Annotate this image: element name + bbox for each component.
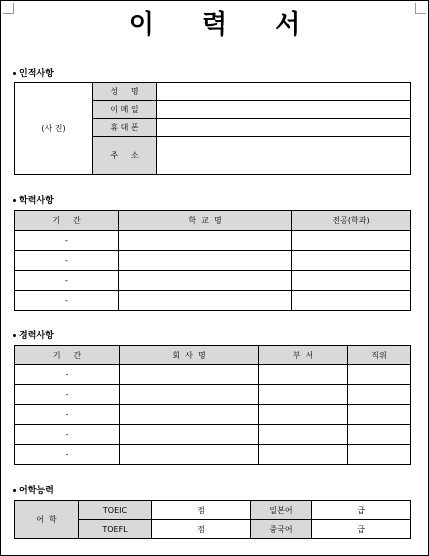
period-cell[interactable]: - bbox=[15, 425, 120, 445]
toeic-score-cell[interactable]: 점 bbox=[152, 501, 251, 520]
section-heading-language bbox=[13, 483, 54, 496]
position-cell[interactable] bbox=[348, 365, 411, 385]
department-cell[interactable] bbox=[259, 385, 348, 405]
school-cell[interactable] bbox=[119, 231, 292, 251]
department-cell[interactable] bbox=[259, 425, 348, 445]
period-cell[interactable]: - bbox=[15, 251, 119, 271]
company-cell[interactable] bbox=[120, 385, 259, 405]
company-cell[interactable] bbox=[120, 365, 259, 385]
test-name-toeic: TOEIC bbox=[79, 501, 152, 520]
personal-table bbox=[14, 82, 411, 175]
period-cell[interactable]: - bbox=[15, 271, 119, 291]
period-cell[interactable]: - bbox=[15, 231, 119, 251]
field-label-phone: 휴 대 폰 bbox=[93, 119, 157, 137]
period-cell[interactable]: - bbox=[15, 405, 120, 425]
school-cell[interactable] bbox=[119, 291, 292, 311]
section-heading-personal bbox=[13, 66, 54, 79]
photo-box[interactable]: (사 진) bbox=[15, 83, 93, 175]
language-label: 어 학 bbox=[15, 501, 79, 539]
period-cell[interactable]: - bbox=[15, 445, 120, 465]
bullet-icon bbox=[13, 489, 16, 492]
company-cell[interactable] bbox=[120, 405, 259, 425]
major-cell[interactable] bbox=[292, 291, 411, 311]
major-cell[interactable] bbox=[292, 231, 411, 251]
company-cell[interactable] bbox=[120, 425, 259, 445]
period-cell[interactable]: - bbox=[15, 365, 120, 385]
section-heading-education bbox=[13, 193, 54, 206]
title-char: 이 bbox=[128, 10, 154, 40]
field-label-address: 주 소 bbox=[93, 137, 157, 175]
section-heading-label: 인적사항 bbox=[19, 69, 54, 79]
position-cell[interactable] bbox=[348, 425, 411, 445]
period-cell[interactable]: - bbox=[15, 385, 120, 405]
position-cell[interactable] bbox=[348, 385, 411, 405]
section-heading-label: 학력사항 bbox=[19, 196, 54, 206]
section-heading-label: 경력사항 bbox=[19, 331, 54, 341]
lang-name-japanese: 일본어 bbox=[251, 501, 312, 520]
address-field[interactable] bbox=[157, 137, 411, 175]
school-cell[interactable] bbox=[119, 271, 292, 291]
section-heading-career bbox=[13, 328, 54, 341]
bullet-icon bbox=[13, 334, 16, 337]
col-header-department: 부 서 bbox=[259, 346, 348, 365]
department-cell[interactable] bbox=[259, 405, 348, 425]
section-heading-label: 어학능력 bbox=[19, 486, 54, 496]
field-label-email: 이 메 일 bbox=[93, 101, 157, 119]
col-header-company: 회 사 명 bbox=[120, 346, 259, 365]
col-header-period: 기 간 bbox=[15, 211, 119, 231]
title-char: 력 bbox=[201, 10, 228, 40]
page-title bbox=[0, 4, 429, 41]
school-cell[interactable] bbox=[119, 251, 292, 271]
education-table bbox=[14, 210, 411, 311]
bullet-icon bbox=[13, 199, 16, 202]
bullet-icon bbox=[13, 72, 16, 75]
department-cell[interactable] bbox=[259, 445, 348, 465]
col-header-school: 학 교 명 bbox=[119, 211, 292, 231]
phone-field[interactable] bbox=[157, 119, 411, 137]
company-cell[interactable] bbox=[120, 445, 259, 465]
period-cell[interactable]: - bbox=[15, 291, 119, 311]
lang-name-chinese: 중국어 bbox=[251, 520, 312, 539]
name-field[interactable] bbox=[157, 83, 411, 101]
major-cell[interactable] bbox=[292, 251, 411, 271]
col-header-period: 기 간 bbox=[15, 346, 120, 365]
title-char: 서 bbox=[275, 10, 301, 40]
col-header-major: 전공(학과) bbox=[292, 211, 411, 231]
chinese-level-cell[interactable]: 급 bbox=[312, 520, 411, 539]
position-cell[interactable] bbox=[348, 405, 411, 425]
department-cell[interactable] bbox=[259, 365, 348, 385]
career-table bbox=[14, 345, 411, 465]
col-header-position: 직위 bbox=[348, 346, 411, 365]
email-field[interactable] bbox=[157, 101, 411, 119]
position-cell[interactable] bbox=[348, 445, 411, 465]
major-cell[interactable] bbox=[292, 271, 411, 291]
japanese-level-cell[interactable]: 급 bbox=[312, 501, 411, 520]
toefl-score-cell[interactable]: 점 bbox=[152, 520, 251, 539]
language-table bbox=[14, 500, 411, 539]
field-label-name: 성 명 bbox=[93, 83, 157, 101]
test-name-toefl: TOEFL bbox=[79, 520, 152, 539]
